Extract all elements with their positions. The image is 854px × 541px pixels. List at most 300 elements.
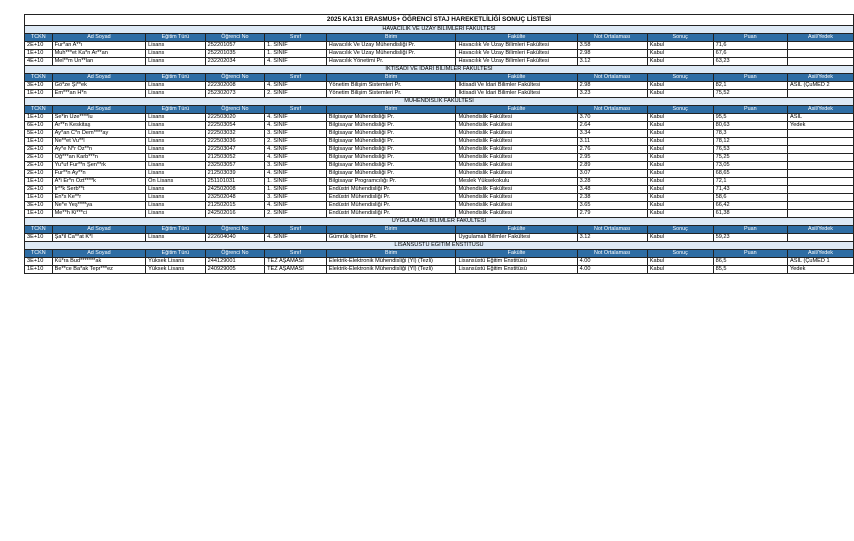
column-header: Ad Soyad <box>52 226 146 234</box>
column-header-row <box>25 106 854 114</box>
column-header: TCKN <box>25 106 53 114</box>
gpa-cell: 3.28 <box>577 178 647 186</box>
section-row <box>25 26 854 34</box>
name-cell: Kü*ra Bud*******ak <box>52 258 146 266</box>
name-cell: Fur*an A**ı <box>52 42 146 50</box>
education-type-cell: Lisans <box>146 90 206 98</box>
column-header: Not Ortalaması <box>577 74 647 82</box>
result-cell: Kabul <box>647 90 713 98</box>
tckn-cell: 3E+10 <box>25 82 53 90</box>
class-cell: 3. SINIF <box>265 130 327 138</box>
gpa-cell: 2.89 <box>577 162 647 170</box>
score-cell: 58,6 <box>713 194 787 202</box>
score-cell: 85,5 <box>713 266 787 274</box>
unit-cell: Yönetim Bilişim Sistemleri Pr. <box>326 90 456 98</box>
tckn-cell: 1E+10 <box>25 194 53 202</box>
result-cell: Kabul <box>647 146 713 154</box>
name-cell: Em***an H*n <box>52 90 146 98</box>
student-no-cell: 232502048 <box>205 194 265 202</box>
gpa-cell: 2.38 <box>577 194 647 202</box>
education-type-cell: Lisans <box>146 194 206 202</box>
status-cell <box>788 90 854 98</box>
table-row <box>25 194 854 202</box>
faculty-cell: Mühendislik Fakültesi <box>456 162 577 170</box>
education-type-cell: Lisans <box>146 170 206 178</box>
student-no-cell: 242502008 <box>205 186 265 194</box>
gpa-cell: 2.79 <box>577 210 647 218</box>
name-cell: Be**ce Ba*ak Tepr***ez <box>52 266 146 274</box>
faculty-cell: Havacılık Ve Uzay Bilimleri Fakültesi <box>456 58 577 66</box>
table-row <box>25 146 854 154</box>
column-header: Öğrenci No <box>205 34 265 42</box>
score-cell: 71,43 <box>713 186 787 194</box>
column-header: TCKN <box>25 74 53 82</box>
status-cell <box>788 154 854 162</box>
score-cell: 82,1 <box>713 82 787 90</box>
column-header: Sonuç <box>647 226 713 234</box>
section-title: İKTİSADİ VE İDARİ BİLİMLER FAKÜLTESİ <box>25 66 854 74</box>
name-cell: Yu*uf Fur**n Şen**rk <box>52 162 146 170</box>
unit-cell: Bilgisayar Mühendisliği Pr. <box>326 138 456 146</box>
faculty-cell: Mühendislik Fakültesi <box>456 210 577 218</box>
unit-cell: Endüstri Mühendisliği Pr. <box>326 186 456 194</box>
unit-cell: Bilgisayar Mühendisliği Pr. <box>326 170 456 178</box>
tckn-cell: 2E+10 <box>25 154 53 162</box>
score-cell: 80,63 <box>713 122 787 130</box>
status-cell <box>788 234 854 242</box>
name-cell: Ne**et Vu**l <box>52 138 146 146</box>
name-cell: Ay*e N*r Öz**n <box>52 146 146 154</box>
gpa-cell: 2.64 <box>577 122 647 130</box>
status-cell: ASIL (ÇuMED 1 <box>788 258 854 266</box>
status-cell: ASIL <box>788 114 854 122</box>
column-header: Sınıf <box>265 74 327 82</box>
column-header: Puan <box>713 226 787 234</box>
column-header: Not Ortalaması <box>577 34 647 42</box>
status-cell <box>788 58 854 66</box>
name-cell: En*s Ke**r <box>52 194 146 202</box>
faculty-cell: Mühendislik Fakültesi <box>456 154 577 162</box>
score-cell: 72,1 <box>713 178 787 186</box>
column-header-row <box>25 34 854 42</box>
column-header: Fakülte <box>456 106 577 114</box>
column-header: Eğitim Türü <box>146 34 206 42</box>
education-type-cell: Lisans <box>146 146 206 154</box>
student-no-cell: 242502016 <box>205 210 265 218</box>
column-header: Sınıf <box>265 106 327 114</box>
student-no-cell: 222604040 <box>205 234 265 242</box>
unit-cell: Gümrük İşletme Pr. <box>326 234 456 242</box>
faculty-cell: Mühendislik Fakültesi <box>456 146 577 154</box>
gpa-cell: 3.65 <box>577 202 647 210</box>
result-cell: Kabul <box>647 42 713 50</box>
status-cell: Yedek <box>788 122 854 130</box>
section-title: LİSANSÜSTÜ EĞİTİM ENSTİTÜSÜ <box>25 242 854 250</box>
faculty-cell: Uygulamalı Bilimler Fakültesi <box>456 234 577 242</box>
unit-cell: Bilgisayar Mühendisliği Pr. <box>326 154 456 162</box>
class-cell: TEZ AŞAMASI <box>265 258 327 266</box>
column-header: Fakülte <box>456 250 577 258</box>
column-header: TCKN <box>25 250 53 258</box>
unit-cell: Elektrik-Elektronik Mühendisliği (Yl) (Tezli) <box>326 266 456 274</box>
unit-cell: Bilgisayar Mühendisliği Pr. <box>326 130 456 138</box>
column-header: Asil/Yedek <box>788 106 854 114</box>
name-cell: Me**h Ki***ci <box>52 210 146 218</box>
table-row <box>25 186 854 194</box>
student-no-cell: 232503057 <box>205 162 265 170</box>
column-header: Ad Soyad <box>52 106 146 114</box>
table-row <box>25 210 854 218</box>
education-type-cell: Lisans <box>146 50 206 58</box>
gpa-cell: 3.12 <box>577 58 647 66</box>
class-cell: 2. SINIF <box>265 90 327 98</box>
student-no-cell: 212503039 <box>205 170 265 178</box>
tckn-cell: 6E+10 <box>25 122 53 130</box>
student-no-cell: 222503032 <box>205 130 265 138</box>
faculty-cell: Meslek Yüksekokulu <box>456 178 577 186</box>
tckn-cell: 5E+10 <box>25 130 53 138</box>
tckn-cell: 1E+10 <box>25 138 53 146</box>
column-header: Ad Soyad <box>52 34 146 42</box>
table-row <box>25 50 854 58</box>
result-cell: Kabul <box>647 210 713 218</box>
section-row <box>25 242 854 250</box>
unit-cell: Havacılık Yönetimi Pr. <box>326 58 456 66</box>
student-no-cell: 251101031 <box>205 178 265 186</box>
column-header: Sınıf <box>265 34 327 42</box>
result-cell: Kabul <box>647 186 713 194</box>
results-table <box>24 14 854 274</box>
column-header: Birim <box>326 226 456 234</box>
result-sheet <box>24 14 833 274</box>
page-title: 2025 KA131 ERASMUS+ ÖĞRENCİ STAJ HAREKETLİLİĞİ SONUÇ LİSTESİ <box>25 15 854 26</box>
class-cell: 4. SINIF <box>265 82 327 90</box>
education-type-cell: Yüksek Lisans <box>146 258 206 266</box>
class-cell: 4. SINIF <box>265 202 327 210</box>
class-cell: 2. SINIF <box>265 138 327 146</box>
student-no-cell: 244129001 <box>205 258 265 266</box>
education-type-cell: Lisans <box>146 186 206 194</box>
student-no-cell: 232202034 <box>205 58 265 66</box>
section-title: HAVACILIK VE UZAY BİLİMLERİ FAKÜLTESİ <box>25 26 854 34</box>
column-header: Birim <box>326 34 456 42</box>
education-type-cell: Lisans <box>146 82 206 90</box>
score-cell: 95,5 <box>713 114 787 122</box>
name-cell: Gö*ze Şi**ek <box>52 82 146 90</box>
gpa-cell: 4.00 <box>577 266 647 274</box>
result-cell: Kabul <box>647 202 713 210</box>
column-header: Not Ortalaması <box>577 106 647 114</box>
table-row <box>25 42 854 50</box>
table-row <box>25 234 854 242</box>
result-cell: Kabul <box>647 170 713 178</box>
status-cell <box>788 138 854 146</box>
name-cell: Se*in Üze****lu <box>52 114 146 122</box>
gpa-cell: 2.76 <box>577 146 647 154</box>
class-cell: 1. SINIF <box>265 50 327 58</box>
score-cell: 75,25 <box>713 154 787 162</box>
column-header: Fakülte <box>456 226 577 234</box>
education-type-cell: Lisans <box>146 58 206 66</box>
education-type-cell: Yüksek Lisans <box>146 266 206 274</box>
unit-cell: Havacılık Ve Uzay Mühendisliği Pr. <box>326 42 456 50</box>
column-header: Puan <box>713 74 787 82</box>
tckn-cell: 2E+10 <box>25 42 53 50</box>
education-type-cell: Lisans <box>146 114 206 122</box>
education-type-cell: Lisans <box>146 162 206 170</box>
column-header: Sonuç <box>647 74 713 82</box>
table-row <box>25 170 854 178</box>
column-header: Not Ortalaması <box>577 250 647 258</box>
table-row <box>25 82 854 90</box>
column-header: Eğitim Türü <box>146 74 206 82</box>
result-cell: Kabul <box>647 258 713 266</box>
table-row <box>25 266 854 274</box>
education-type-cell: Lisans <box>146 42 206 50</box>
score-cell: 73,05 <box>713 162 787 170</box>
class-cell: 4. SINIF <box>265 170 327 178</box>
education-type-cell: Lisans <box>146 210 206 218</box>
result-cell: Kabul <box>647 114 713 122</box>
student-no-cell: 222503054 <box>205 122 265 130</box>
gpa-cell: 3.34 <box>577 130 647 138</box>
score-cell: 61,38 <box>713 210 787 218</box>
status-cell <box>788 50 854 58</box>
result-cell: Kabul <box>647 82 713 90</box>
gpa-cell: 4.00 <box>577 258 647 266</box>
table-row <box>25 138 854 146</box>
student-no-cell: 212503052 <box>205 154 265 162</box>
gpa-cell: 2.98 <box>577 82 647 90</box>
column-header: Fakülte <box>456 34 577 42</box>
column-header: Birim <box>326 106 456 114</box>
column-header: Sonuç <box>647 106 713 114</box>
score-cell: 75,52 <box>713 90 787 98</box>
name-cell: Ay*an C*n Dem****ay <box>52 130 146 138</box>
column-header: Fakülte <box>456 74 577 82</box>
column-header: TCKN <box>25 226 53 234</box>
gpa-cell: 3.07 <box>577 170 647 178</box>
tckn-cell: 2E+10 <box>25 186 53 194</box>
student-no-cell: 252201035 <box>205 50 265 58</box>
tckn-cell: 3E+10 <box>25 202 53 210</box>
unit-cell: Bilgisayar Mühendisliği Pr. <box>326 162 456 170</box>
column-header: Öğrenci No <box>205 74 265 82</box>
column-header: Asil/Yedek <box>788 74 854 82</box>
unit-cell: Havacılık Ve Uzay Mühendisliği Pr. <box>326 50 456 58</box>
column-header-row <box>25 74 854 82</box>
score-cell: 59,23 <box>713 234 787 242</box>
tckn-cell: 1E+10 <box>25 114 53 122</box>
faculty-cell: Mühendislik Fakültesi <box>456 138 577 146</box>
column-header: TCKN <box>25 34 53 42</box>
faculty-cell: Mühendislik Fakültesi <box>456 194 577 202</box>
name-cell: A*i Er*n Özt****k <box>52 178 146 186</box>
class-cell: 1. SINIF <box>265 42 327 50</box>
class-cell: 4. SINIF <box>265 234 327 242</box>
status-cell: ASIL (ÇuMED 2 <box>788 82 854 90</box>
name-cell: Ir**k Serb**t <box>52 186 146 194</box>
section-row <box>25 218 854 226</box>
column-header: Sonuç <box>647 250 713 258</box>
student-no-cell: 222503036 <box>205 138 265 146</box>
unit-cell: Bilgisayar Mühendisliği Pr. <box>326 122 456 130</box>
column-header: Asil/Yedek <box>788 34 854 42</box>
table-row <box>25 178 854 186</box>
column-header: Öğrenci No <box>205 226 265 234</box>
gpa-cell: 3.23 <box>577 90 647 98</box>
faculty-cell: Mühendislik Fakültesi <box>456 170 577 178</box>
score-cell: 78,12 <box>713 138 787 146</box>
status-cell <box>788 202 854 210</box>
section-row <box>25 66 854 74</box>
faculty-cell: Mühendislik Fakültesi <box>456 202 577 210</box>
table-row <box>25 162 854 170</box>
name-cell: Şa*il Ca**at K*l <box>52 234 146 242</box>
column-header: Sonuç <box>647 34 713 42</box>
gpa-cell: 2.95 <box>577 154 647 162</box>
result-cell: Kabul <box>647 58 713 66</box>
student-no-cell: 222302008 <box>205 82 265 90</box>
education-type-cell: Lisans <box>146 130 206 138</box>
result-cell: Kabul <box>647 194 713 202</box>
table-row <box>25 114 854 122</box>
unit-cell: Endüstri Mühendisliği Pr. <box>326 210 456 218</box>
column-header: Eğitim Türü <box>146 250 206 258</box>
class-cell: 4. SINIF <box>265 114 327 122</box>
tckn-cell: 2E+10 <box>25 170 53 178</box>
class-cell: TEZ AŞAMASI <box>265 266 327 274</box>
column-header: Ad Soyad <box>52 250 146 258</box>
tckn-cell: 1E+10 <box>25 90 53 98</box>
column-header: Not Ortalaması <box>577 226 647 234</box>
class-cell: 3. SINIF <box>265 162 327 170</box>
student-no-cell: 252302073 <box>205 90 265 98</box>
student-no-cell: 222503020 <box>205 114 265 122</box>
status-cell <box>788 146 854 154</box>
score-cell: 67,6 <box>713 50 787 58</box>
status-cell <box>788 186 854 194</box>
unit-cell: Bilgisayar Programcılığı Pr. <box>326 178 456 186</box>
status-cell <box>788 42 854 50</box>
class-cell: 4. SINIF <box>265 122 327 130</box>
class-cell: 3. SINIF <box>265 194 327 202</box>
education-type-cell: Lisans <box>146 234 206 242</box>
column-header: Birim <box>326 250 456 258</box>
faculty-cell: Lisansüstü Eğitim Enstitüsü <box>456 266 577 274</box>
unit-cell: Endüstri Mühendisliği Pr. <box>326 194 456 202</box>
class-cell: 1. SINIF <box>265 178 327 186</box>
score-cell: 78,3 <box>713 130 787 138</box>
class-cell: 4. SINIF <box>265 146 327 154</box>
tckn-cell: 3E+10 <box>25 258 53 266</box>
status-cell <box>788 130 854 138</box>
table-row <box>25 122 854 130</box>
faculty-cell: Havacılık Ve Uzay Bilimleri Fakültesi <box>456 50 577 58</box>
faculty-cell: Havacılık Ve Uzay Bilimleri Fakültesi <box>456 42 577 50</box>
column-header: Öğrenci No <box>205 250 265 258</box>
section-title: MÜHENDİSLİK FAKÜLTESİ <box>25 98 854 106</box>
column-header: Sınıf <box>265 250 327 258</box>
column-header: Puan <box>713 250 787 258</box>
gpa-cell: 3.11 <box>577 138 647 146</box>
column-header-row <box>25 250 854 258</box>
unit-cell: Elektrik-Elektronik Mühendisliği (Yl) (Tezli) <box>326 258 456 266</box>
status-cell <box>788 162 854 170</box>
faculty-cell: Lisansüstü Eğitim Enstitüsü <box>456 258 577 266</box>
faculty-cell: Mühendislik Fakültesi <box>456 186 577 194</box>
faculty-cell: Mühendislik Fakültesi <box>456 114 577 122</box>
table-row <box>25 130 854 138</box>
education-type-cell: Lisans <box>146 202 206 210</box>
tckn-cell: 4E+10 <box>25 58 53 66</box>
table-row <box>25 90 854 98</box>
result-cell: Kabul <box>647 130 713 138</box>
unit-cell: Endüstri Mühendisliği Pr. <box>326 202 456 210</box>
result-cell: Kabul <box>647 234 713 242</box>
faculty-cell: İktisadi Ve İdari Bilimler Fakültesi <box>456 82 577 90</box>
student-no-cell: 252201057 <box>205 42 265 50</box>
class-cell: 2. SINIF <box>265 210 327 218</box>
class-cell: 1. SINIF <box>265 186 327 194</box>
column-header: Sınıf <box>265 226 327 234</box>
name-cell: Ne*e Yeş****ya <box>52 202 146 210</box>
table-row <box>25 154 854 162</box>
gpa-cell: 3.58 <box>577 42 647 50</box>
column-header: Asil/Yedek <box>788 226 854 234</box>
column-header: Ad Soyad <box>52 74 146 82</box>
column-header: Puan <box>713 106 787 114</box>
education-type-cell: Lisans <box>146 138 206 146</box>
name-cell: Ar**n Keskitaş <box>52 122 146 130</box>
result-cell: Kabul <box>647 178 713 186</box>
result-cell: Kabul <box>647 50 713 58</box>
table-row <box>25 258 854 266</box>
education-type-cell: Ön Lisans <box>146 178 206 186</box>
gpa-cell: 3.12 <box>577 234 647 242</box>
name-cell: Mel**m Un**lan <box>52 58 146 66</box>
result-cell: Kabul <box>647 122 713 130</box>
status-cell <box>788 178 854 186</box>
gpa-cell: 3.48 <box>577 186 647 194</box>
student-no-cell: 212502015 <box>205 202 265 210</box>
column-header: Asil/Yedek <box>788 250 854 258</box>
unit-cell: Bilgisayar Mühendisliği Pr. <box>326 114 456 122</box>
result-cell: Kabul <box>647 266 713 274</box>
class-cell: 4. SINIF <box>265 58 327 66</box>
section-title: UYGULAMALI BİLİMLER FAKÜLTESİ <box>25 218 854 226</box>
column-header: Puan <box>713 34 787 42</box>
column-header-row <box>25 226 854 234</box>
column-header: Eğitim Türü <box>146 106 206 114</box>
education-type-cell: Lisans <box>146 122 206 130</box>
faculty-cell: Mühendislik Fakültesi <box>456 130 577 138</box>
score-cell: 63,23 <box>713 58 787 66</box>
tckn-cell: 3E+10 <box>25 234 53 242</box>
student-no-cell: 222503047 <box>205 146 265 154</box>
gpa-cell: 3.70 <box>577 114 647 122</box>
result-cell: Kabul <box>647 162 713 170</box>
name-cell: Muh***et Ka*n Ar**an <box>52 50 146 58</box>
status-cell: Yedek <box>788 266 854 274</box>
table-row <box>25 202 854 210</box>
section-row <box>25 98 854 106</box>
gpa-cell: 2.98 <box>577 50 647 58</box>
student-no-cell: 240929005 <box>205 266 265 274</box>
column-header: Eğitim Türü <box>146 226 206 234</box>
unit-cell: Bilgisayar Mühendisliği Pr. <box>326 146 456 154</box>
name-cell: Oğ***an Karb***n <box>52 154 146 162</box>
